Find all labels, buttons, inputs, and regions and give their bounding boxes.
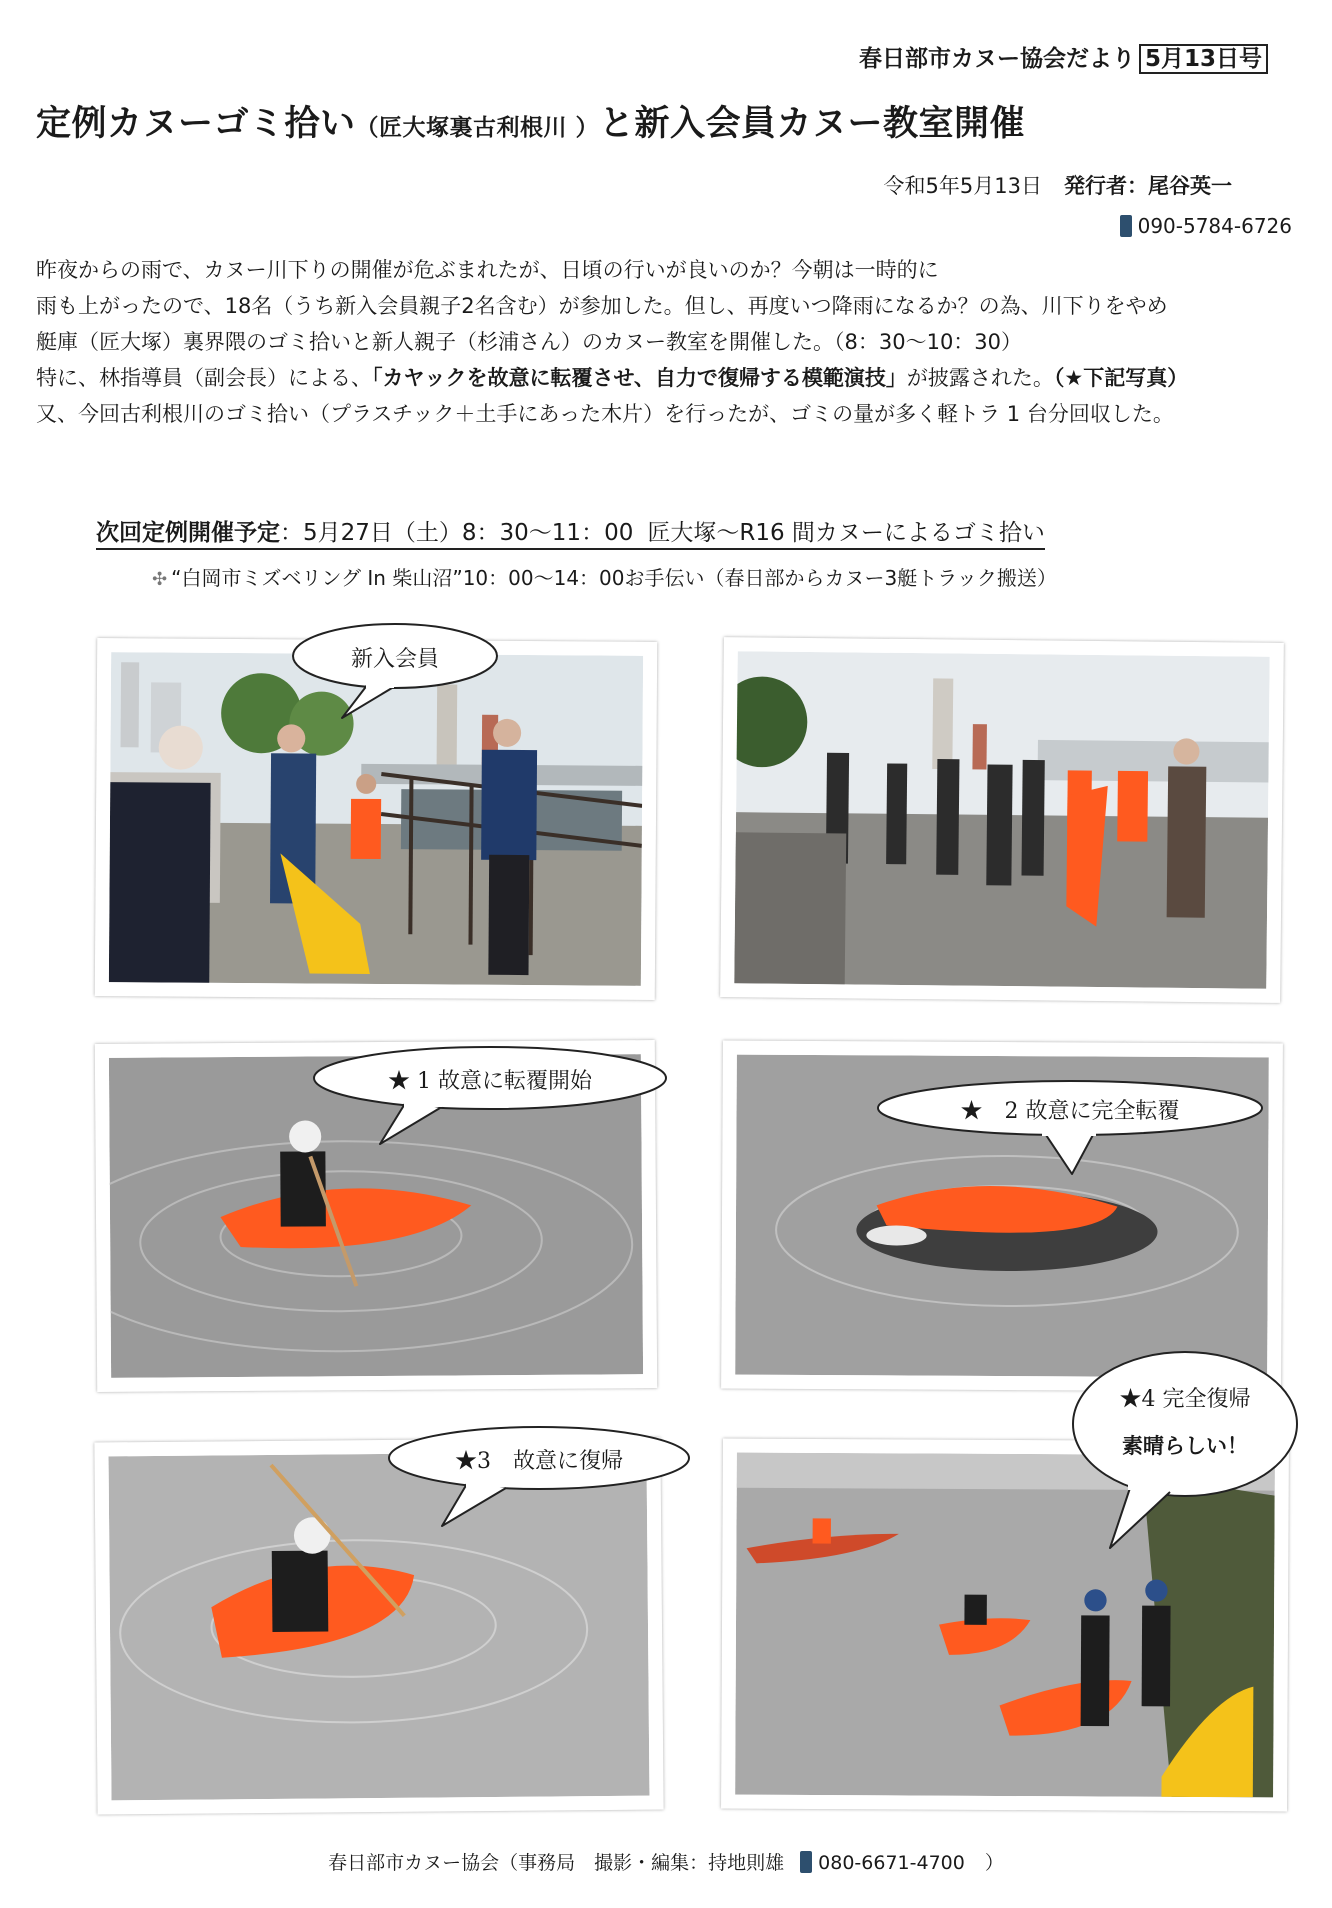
caption-capsize-start bbox=[310, 1044, 670, 1148]
next-event-extra bbox=[152, 562, 1057, 591]
dateline bbox=[884, 170, 1232, 200]
caption-recovered-line-2: 素晴らしい！ bbox=[1122, 1434, 1248, 1458]
footer-org: 春日部市カヌー協会（事務局 撮影・編集：持地則雄 bbox=[328, 1852, 785, 1874]
article-body bbox=[36, 252, 1306, 432]
caption-new-members-text: 新入会員 bbox=[350, 647, 439, 672]
title-part-c: と新入会員カヌー教室開催 bbox=[599, 104, 1026, 144]
publisher-phone-number: 090-5784-6726 bbox=[1137, 214, 1292, 238]
footer bbox=[0, 1848, 1332, 1875]
photo-group bbox=[720, 637, 1284, 1003]
body-line-3: 艇庫（匠大塚）裏界隈のゴミ拾いと新人親子（杉浦さん）のカヌー教室を開催した。（8：30～10：30） bbox=[36, 330, 1023, 354]
body-line-4-photo-note: （★下記写真） bbox=[1053, 366, 1189, 390]
body-line-4-emphasis: 「カヤックを故意に転覆させ、自力で復帰する模範演技」 bbox=[372, 366, 907, 390]
body-line-2: 雨も上がったので、18名（うち新入会員親子2名含む）が参加した。但し、再度いつ降雨になるか？の為、川下りをやめ bbox=[36, 294, 1168, 318]
cross-icon: ✣ bbox=[152, 569, 168, 590]
next-event-label: 次回定例開催予定 bbox=[96, 520, 280, 546]
masthead-title: 春日部市カヌー協会だより bbox=[858, 46, 1135, 72]
body-line-5: 又、今回古利根川のゴミ拾い（プラスチック＋土手にあった木片）を行ったが、ゴミの量が多く軽トラ 1 台分回収した。 bbox=[36, 402, 1174, 426]
next-event-what: 匠大塚～R16 間カヌーによるゴミ拾い bbox=[647, 520, 1045, 546]
speech-bubble-shape bbox=[310, 1044, 670, 1148]
page-title bbox=[36, 96, 1025, 146]
caption-recovery-text: ★3 故意に復帰 bbox=[455, 1449, 623, 1474]
caption-full-capsize bbox=[874, 1078, 1266, 1178]
caption-recovered bbox=[1070, 1350, 1300, 1552]
speech-bubble-shape bbox=[874, 1078, 1266, 1178]
body-line-1: 昨夜からの雨で、カヌー川下りの開催が危ぶまれたが、日頃の行いが良いのか？今朝は一時的に bbox=[36, 258, 939, 282]
next-event bbox=[96, 514, 1045, 550]
next-event-extra-text: “白岡市ミズベリング In 柴山沼”10：00～14：00お手伝い（春日部からカヌー3艇トラック搬送） bbox=[171, 566, 1057, 590]
speech-bubble-shape bbox=[386, 1424, 692, 1530]
caption-new-members bbox=[290, 622, 500, 722]
issue-box: 5月13日号 bbox=[1139, 44, 1268, 74]
title-part-b: （匠大塚裏古利根川 ） bbox=[355, 115, 600, 141]
publisher-phone bbox=[1120, 214, 1292, 238]
caption-recovery bbox=[386, 1424, 692, 1530]
title-part-a: 定例カヌーゴミ拾い bbox=[36, 104, 356, 144]
publisher: 発行者：尾谷英一 bbox=[1064, 174, 1232, 198]
newsletter-masthead bbox=[859, 40, 1268, 73]
footer-close: ） bbox=[984, 1852, 1004, 1874]
issue-date: 令和5年5月13日 bbox=[883, 174, 1042, 198]
footer-phone: 080-6671-4700 bbox=[818, 1852, 965, 1874]
caption-recovered-line-1: ★4 完全復帰 bbox=[1119, 1387, 1251, 1412]
caption-capsize-start-text: ★ 1 故意に転覆開始 bbox=[388, 1069, 592, 1094]
phone-icon bbox=[800, 1851, 812, 1873]
caption-full-capsize-text: ★ 2 故意に完全転覆 bbox=[960, 1099, 1180, 1124]
body-line-4a: 特に、林指導員（副会長）による、 bbox=[36, 366, 372, 390]
next-event-when: ：5月27日（土）8：30～11：00 bbox=[280, 520, 634, 546]
phone-icon bbox=[1120, 215, 1132, 237]
body-line-4 bbox=[36, 360, 1306, 396]
body-line-4c: が披露された。 bbox=[906, 366, 1054, 390]
